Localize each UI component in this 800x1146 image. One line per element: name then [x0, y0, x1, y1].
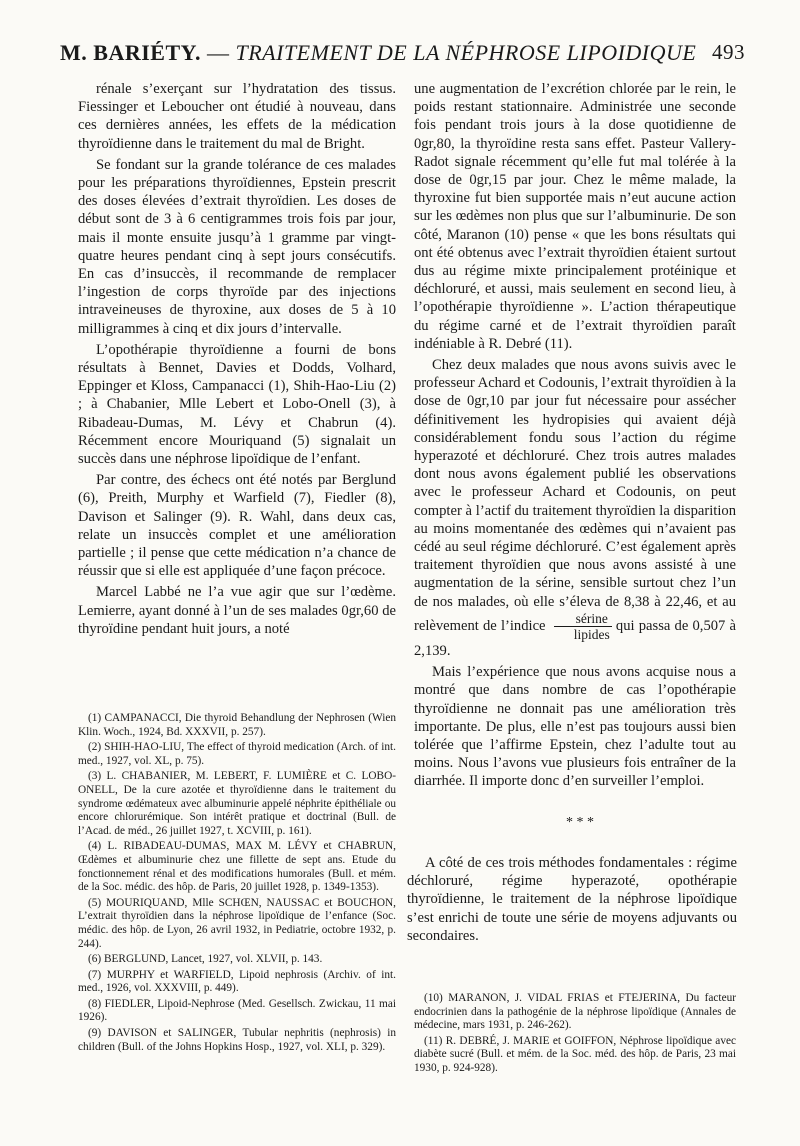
- paragraph: L’opothérapie thyroïdienne a fourni de bons résultats à Bennet, Davies et Dodds, Volhard, Eppinger et Kloss, Campanacci (1), Shih-Hao-Liu (2) ; à Chabanier, Mlle Lebert et Lobo-Onell (3), à Ribadeau-Dumas, M. Lévy et Chabrun (4). Récemment encore Mouriquand (5) signalait un succès dans une néphrose lipoïdique de l’enfant.: [78, 341, 396, 468]
- paragraph: une augmentation de l’excrétion chlorée par le rein, le poids restant stationnaire. Administrée une seconde fois pendant trois jours à la dose quotidienne de 0gr,80, la thyroïdine resta sans effet. Pasteur Vallery-Radot signale récemment qu’elle fut mal tolérée à la dose de 0gr,15 par jour. Chez le même malade, la thyroxine fut bien supportée mais n’eut aucune action sur les œdèmes non plus que sur l’albuminurie. De son côté, Maranon (10) pense « que les bons résultats qui ont été obtenus avec l’extrait thyroïdien étaient surtout dus au régime mixte principalement protéinique et déchloruré, et aussi, mais seulement en second lieu, à l’opothérapie thyroïdienne ». L’action thérapeutique du régime carné et de l’extrait thyroïdien paraît indéniable à R. Debré (11).: [414, 81, 736, 352]
- left-footnotes: [78, 712, 396, 1056]
- footnote: (4) L. RIBADEAU-DUMAS, MAX M. LÉVY et CHABRUN, Œdèmes et albuminurie chez une fillette de sept ans. Etude du fonctionnement rénal et des modifications humorales (Bull. et mém. de la Soc. médic. des hôp. de Paris, 20 juillet 1928, p. 1349-1353).: [78, 840, 396, 894]
- right-column: [414, 80, 736, 791]
- paragraph-with-fraction: [414, 356, 736, 660]
- section-two: [407, 854, 737, 945]
- footnote: (8) FIEDLER, Lipoid-Nephrose (Med. Gesellsch. Zwickau, 11 mai 1926).: [78, 997, 396, 1024]
- header-title: TRAITEMENT DE LA NÉPHROSE LIPOIDIQUE: [235, 40, 697, 65]
- header-author: M. BARIÉTY.: [60, 40, 201, 65]
- fraction-tail: qui passa de 0,507 à 2,139.: [414, 617, 736, 659]
- footnote: (2) SHIH-HAO-LIU, The effect of thyroid medication (Arch. of int. med., 1927, vol. XL, p. 75).: [78, 741, 396, 767]
- footnote: (9) DAVISON et SALINGER, Tubular nephritis (nephrosis) in children (Bull. of the Johns Hopkins Hosp., 1927, vol. XLI, p. 329).: [78, 1027, 396, 1053]
- footnote: (7) MURPHY et WARFIELD, Lipoid nephrosis (Archiv. of int. med., 1926, vol. XXXVIII, p. 449).: [78, 968, 396, 995]
- paragraph: Se fondant sur la grande tolérance de ces malades pour les préparations thyroïdiennes, Epstein prescrit des doses élevées d’extrait thyroïdien. Les doses de début sont de 3 à 6 centigrammes trois fois par jour, mais il monte ensuite jusqu’à 1 gramme par vingt-quatre heures pendant cinq à sept jours consécutifs. En cas d’insuccès, il recommande de remplacer l’ingestion de corps thyroïde par des injections intraveineuses de thyroxine, aux doses de 5 à 10 milligrammes à cinq et dix jours d’intervalle.: [78, 156, 396, 337]
- fraction-numerator: sérine: [575, 610, 608, 626]
- paragraph: Mais l’expérience que nous avons acquise nous a montré que dans nombre de cas l’opothérapie thyroïdienne ne donnait pas une amélioration très importante. De plus, elle n’est pas toujours aussi bien tolérée que l’affirme Epstein, chez l’adulte tout au moins. Nous l’avons vue plusieurs fois entraîner de la diarrhée. Il importe donc d’en surveiller l’emploi.: [414, 664, 736, 790]
- paragraph-text: Chez deux malades que nous avons suivis avec le professeur Achard et Codounis, l’extrait thyroïdien à la dose de 0gr,10 par jour fut nécessaire pour assécher définitivement les hydropisies qui avaient déjà considérablement fondu sous l’action du régime hyperazoté et déchloruré. Chez trois autres malades dont nous avons également publié les observations avec le professeur Achard et Codounis, on peut compter à l’actif du traitement thyroïdien la disparition au moins momentanée des œdèmes qui n’avaient pas cédé au seul régime déchloruré. C’est également après traitement thyroïdien que nous avons assisté à une augmentation de la sérine, sensible surtout chez l’un de nos malades, où elle s’éleva de 8,38 à 22,46, et au relèvement de l’indice: [414, 357, 736, 634]
- right-footnotes: [414, 992, 736, 1078]
- paragraph: Par contre, des échecs ont été notés par Berglund (6), Preith, Murphy et Warfield (7), Fiedler (8), Davison et Salinger (9). R. Wahl, dans deux cas, relate un insuccès complet et une amélioration partielle ; il pense que cette médication n’a chance de réussir que si elle est appliquée d’une façon précoce.: [78, 472, 396, 580]
- footnote: (1) CAMPANACCI, Die thyroid Behandlung der Nephrosen (Wien Klin. Woch., 1924, Bd. XXXVII, p. 257).: [78, 712, 396, 738]
- header-dash: —: [201, 40, 236, 65]
- footnote: (11) R. DEBRÉ, J. MARIE et GOIFFON, Néphrose lipoïdique avec diabète sucré (Bull. et mém. de la Soc. méd. des hôp. de Paris, 23 mai 1930, p. 924-928).: [414, 1034, 736, 1074]
- footnote: (10) MARANON, J. VIDAL FRIAS et FTEJERINA, Du facteur endocrinien dans la pathogénie de la néphrose lipoïdique (Annales de médecine, mars 1931, p. 246-262).: [414, 992, 736, 1032]
- fraction-denominator: lipides: [554, 626, 612, 642]
- paragraph: A côté de ces trois méthodes fondamentales : régime déchloruré, régime hyperazoté, opothérapie thyroïdienne, le traitement de la néphrose lipoïdique s’est enrichi de toute une série de moyens adjuvants ou secondaires.: [407, 855, 737, 944]
- paragraph: Marcel Labbé ne l’a vue agir que sur l’œdème. Lemierre, ayant donné à l’un de ses malades 0gr,60 de thyroïdine pendant huit jours, a noté: [78, 584, 396, 637]
- running-header: [60, 40, 745, 80]
- footnote: (6) BERGLUND, Lancet, 1927, vol. XLVII, p. 143.: [88, 953, 323, 966]
- footnote: (3) L. CHABANIER, M. LEBERT, F. LUMIÈRE et C. LOBO-ONELL, De la cure azotée et thyroïdienne dans le traitement du syndrome œdémateux avec albuminurie appelé néphrite épithéliale ou encore chlorurémique. Son intérêt pratique et doctrinal (Bull. de l’Acad. de méd., 26 juillet 1927, t. XCVIII, p. 161).: [78, 770, 396, 837]
- left-column: [78, 80, 396, 638]
- footnote: (5) MOURIQUAND, Mlle SCHŒN, NAUSSAC et BOUCHON, L’extrait thyroïdien dans la néphrose lipoïdique de l’enfance (Soc. médic. des hôp. de Lyon, 26 avril 1932, in Pediatrie, octobre 1932, p. 244).: [78, 896, 396, 950]
- section-asterism: * * *: [566, 815, 594, 830]
- paragraph: rénale s’exerçant sur l’hydratation des tissus. Fiessinger et Leboucher ont étudié à nouveau, dans ces dernières années, les effets de la médication thyroïdienne dans le traitement du mal de Bright.: [78, 81, 396, 152]
- page-number: 493: [712, 40, 745, 64]
- serine-lipides-fraction: [554, 611, 612, 642]
